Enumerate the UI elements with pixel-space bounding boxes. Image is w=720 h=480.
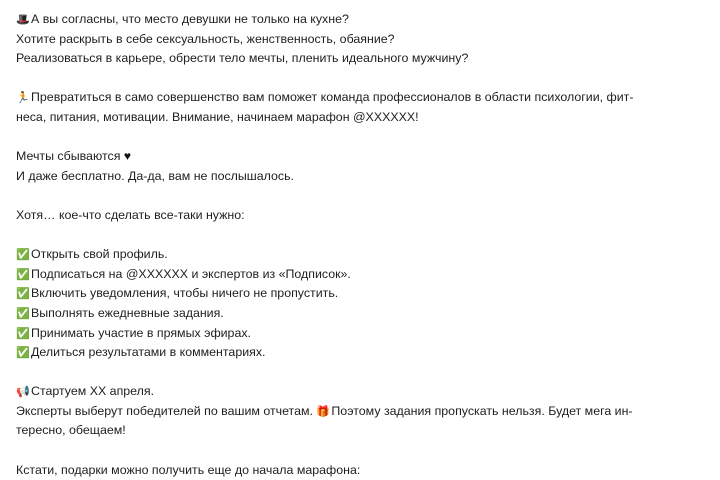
paragraph-intro-line-1 bbox=[16, 10, 706, 30]
list-item bbox=[16, 304, 706, 324]
dreams-text: Мечты сбываются bbox=[16, 149, 121, 164]
list-item bbox=[16, 343, 706, 363]
list-item bbox=[16, 324, 706, 344]
paragraph-start-line bbox=[16, 382, 706, 402]
blank-line bbox=[16, 128, 706, 148]
heart-icon: ♥ bbox=[123, 149, 131, 164]
paragraph-gifts: Кстати, подарки можно получить еще до начала марафона: bbox=[16, 462, 361, 477]
paragraph-however: Хотя… кое-что сделать все-таки нужно: bbox=[16, 207, 245, 222]
paragraph-intro-line-3: Реализоваться в карьере, обрести тело мечты, пленить идеального мужчину? bbox=[16, 51, 469, 66]
paragraph-team-line-1 bbox=[16, 88, 706, 108]
task-text: Включить уведомления, чтобы ничего не пропустить. bbox=[31, 286, 339, 301]
gift-icon: 🎁 bbox=[316, 404, 331, 418]
experts-text-a: Эксперты выберут победителей по вашим отчетам. bbox=[16, 403, 313, 418]
person-icon: 🏃 bbox=[16, 91, 30, 105]
list-item bbox=[16, 265, 706, 285]
speaker-icon: 📢 bbox=[16, 385, 30, 399]
blank-line bbox=[16, 69, 706, 89]
task-text: Делиться результатами в комментариях. bbox=[31, 345, 266, 360]
intro-text-1: А вы согласны, что место девушки не только на кухне? bbox=[31, 12, 349, 26]
check-mark-icon: ✅ bbox=[16, 287, 30, 301]
task-text: Открыть свой профиль. bbox=[31, 247, 168, 262]
start-text: Стартуем XX апреля. bbox=[31, 384, 155, 399]
task-text: Выполнять ежедневные задания. bbox=[31, 305, 224, 320]
task-text: Принимать участие в прямых эфирах. bbox=[31, 325, 251, 340]
paragraph-dreams-line-2: И даже бесплатно. Да-да, вам не послышалось. bbox=[16, 168, 294, 183]
document-body bbox=[16, 10, 706, 480]
team-text-1: Превратиться в само совершенство вам поможет команда профессионалов в области психологии, фит- bbox=[31, 90, 634, 105]
check-mark-icon: ✅ bbox=[16, 326, 30, 340]
blank-line bbox=[16, 363, 706, 383]
check-mark-icon: ✅ bbox=[16, 267, 30, 281]
paragraph-experts-line-2: тересно, обещаем! bbox=[16, 423, 126, 438]
check-mark-icon: ✅ bbox=[16, 346, 30, 360]
check-mark-icon: ✅ bbox=[16, 306, 30, 320]
blank-line bbox=[16, 226, 706, 246]
experts-text-b: Поэтому задания пропускать нельзя. Будет мега ин- bbox=[331, 403, 633, 418]
paragraph-experts-line-1 bbox=[16, 402, 706, 422]
check-mark-icon: ✅ bbox=[16, 248, 30, 262]
blank-line bbox=[16, 186, 706, 206]
paragraph-dreams-line-1 bbox=[16, 147, 706, 167]
paragraph-intro-line-2: Хотите раскрыть в себе сексуальность, женственность, обаяние? bbox=[16, 31, 395, 46]
list-item bbox=[16, 284, 706, 304]
blank-line bbox=[16, 441, 706, 461]
task-text: Подписаться на @XXXXXX и экспертов из «Подписок». bbox=[31, 266, 351, 281]
list-item bbox=[16, 245, 706, 265]
hat-icon: 🎩 bbox=[16, 13, 30, 26]
paragraph-team-line-2: неса, питания, мотивации. Внимание, начинаем марафон @XXXXXX! bbox=[16, 109, 419, 124]
